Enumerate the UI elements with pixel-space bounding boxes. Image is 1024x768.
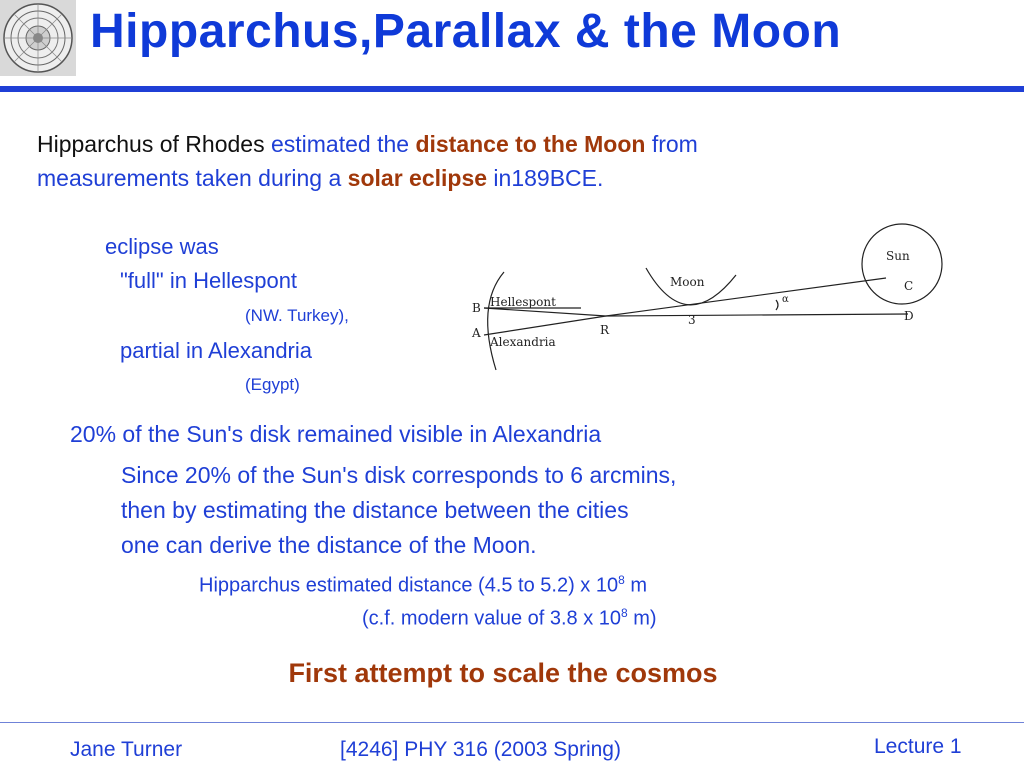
intro-highlight-distance: distance to the Moon [415, 131, 646, 157]
intro-text-a: estimated the [264, 131, 416, 157]
estimate-unit: m [624, 574, 648, 597]
celestial-chart-logo [0, 0, 76, 76]
intro-highlight-eclipse: solar eclipse [347, 165, 488, 191]
conclusion-headline: First attempt to scale the cosmos [288, 658, 718, 688]
reasoning-line-3: one can derive the distance of the Moon. [121, 532, 537, 558]
reasoning-line-2: then by estimating the distance between the cities [121, 497, 629, 523]
modern-unit: m) [627, 607, 657, 630]
visible-statement: 20% of the Sun's disk remained visible in Alexandria [70, 421, 602, 447]
label-angle-alpha: α [782, 294, 789, 305]
alexandria-ray [484, 316, 606, 335]
intro-subject: Hipparchus of Rhodes [37, 131, 265, 157]
earth-arc [488, 272, 504, 370]
eclipse-line-3: (NW. Turkey), [245, 306, 349, 325]
intro-text-d: in189BCE. [487, 165, 604, 191]
estimate-exponent: 8 [618, 573, 625, 587]
label-hellespont: Hellespont [490, 295, 556, 309]
label-moon: Moon [670, 275, 705, 289]
footer-author: Jane Turner [70, 738, 183, 761]
estimate-text: Hipparchus estimated distance (4.5 to 5.2) x 10 [199, 574, 619, 597]
label-point-a: A [472, 326, 481, 340]
label-point-3: 3 [688, 313, 696, 327]
reasoning-line-1: Since 20% of the Sun's disk corresponds to 6 arcmins, [121, 462, 677, 488]
sun-circle [862, 224, 942, 304]
label-point-d: D [904, 309, 914, 323]
intro-line-1 [37, 127, 698, 161]
eclipse-line-5: (Egypt) [245, 375, 300, 394]
label-sun: Sun [886, 249, 910, 263]
estimate-line [199, 573, 647, 598]
intro-text-c: measurements taken during a [37, 165, 348, 191]
eclipse-line-1: eclipse was [105, 234, 219, 259]
footer-lecture: Lecture 1 [874, 735, 962, 758]
label-point-r: R [600, 323, 610, 337]
modern-exponent: 8 [621, 606, 628, 620]
footer-divider [0, 722, 1024, 723]
hellespont-ray [484, 308, 606, 316]
intro-line-2 [37, 161, 698, 195]
label-point-b: B [472, 301, 481, 315]
baseline-to-sun [606, 314, 908, 316]
label-point-c: C [904, 279, 914, 293]
intro-text-b: from [645, 131, 698, 157]
footer-course: [4246] PHY 316 (2003 Spring) [340, 738, 621, 761]
modern-value-line [362, 606, 657, 631]
label-alexandria: Alexandria [490, 335, 556, 349]
modern-text: (c.f. modern value of 3.8 x 10 [362, 607, 622, 630]
sightline-to-sun-edge [606, 278, 886, 316]
eclipse-geometry-diagram [446, 220, 958, 380]
eclipse-line-2: "full" in Hellespont [120, 268, 298, 293]
intro-paragraph [37, 127, 698, 195]
eclipse-line-4: partial in Alexandria [120, 338, 313, 363]
angle-mark [776, 300, 778, 310]
slide-title: Hipparchus,Parallax & the Moon [90, 5, 842, 58]
title-underline [0, 86, 1024, 92]
